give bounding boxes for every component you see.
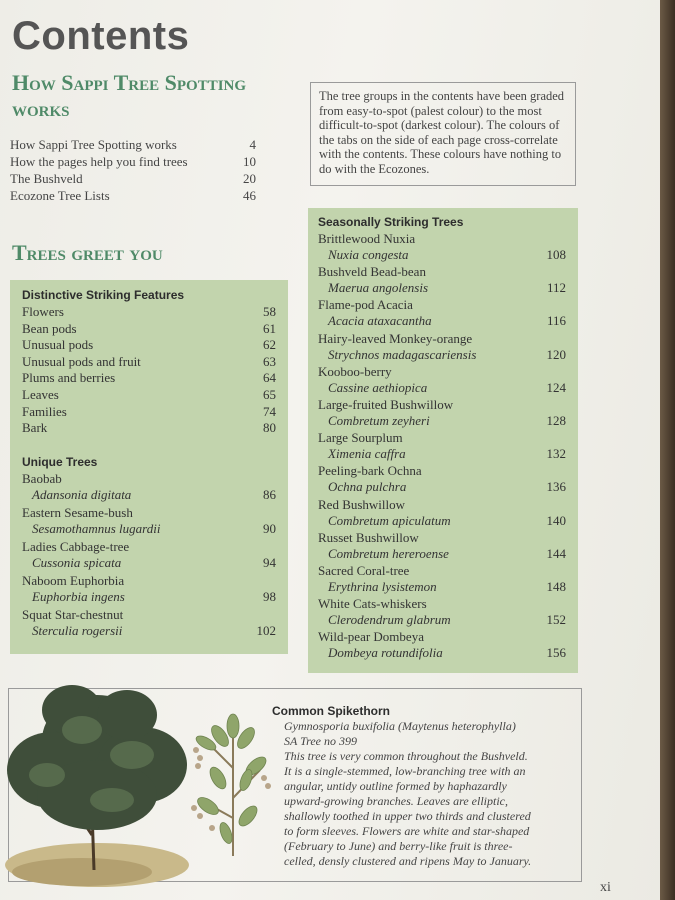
spikethorn-tree-illustration <box>2 660 192 890</box>
tree-common-name: Eastern Sesame-bush <box>22 504 133 520</box>
toc-tree-entry[interactable] <box>318 231 566 263</box>
grading-info-box: The tree groups in the contents have been graded from easy-to-spot (palest colour) to the most difficult-to-spot (darkest colour). The colours of the tabs on the side of each page cross-correlate with the contents. These colours have nothing to do with the Ecozones. <box>310 82 576 186</box>
toc-page: 74 <box>263 403 276 419</box>
toc-row[interactable] <box>10 170 256 187</box>
toc-page: 108 <box>546 247 566 262</box>
featured-tree-title: Common Spikethorn <box>272 704 391 718</box>
toc-row[interactable] <box>22 420 276 437</box>
book-spine-shadow <box>660 0 675 900</box>
toc-tree-entry[interactable] <box>318 297 566 329</box>
toc-tree-entry[interactable] <box>22 539 276 571</box>
toc-label: Bean pods <box>22 320 77 336</box>
tree-scientific-name: Combretum hereroense <box>328 545 449 561</box>
toc-page: 156 <box>546 645 566 661</box>
toc-row[interactable] <box>10 153 256 170</box>
toc-page: 20 <box>243 171 256 186</box>
toc-box-seasonal <box>308 208 578 673</box>
toc-page: 86 <box>263 486 276 502</box>
toc-tree-entry[interactable] <box>318 364 566 396</box>
toc-row[interactable] <box>22 321 276 338</box>
toc-tree-entry[interactable] <box>318 497 566 529</box>
toc-tree-entry[interactable] <box>318 264 566 296</box>
toc-row[interactable] <box>22 404 276 421</box>
toc-label: Leaves <box>22 386 59 402</box>
tree-common-name: Sacred Coral-tree <box>318 562 410 578</box>
toc-page: 63 <box>263 353 276 369</box>
toc-page: 102 <box>256 622 276 638</box>
feature-line: (February to June) and berry-like fruit is three- <box>284 839 513 853</box>
tree-scientific-name: Cassine aethiopica <box>328 379 428 395</box>
tree-common-name: Baobab <box>22 470 62 486</box>
tree-scientific-name: Acacia ataxacantha <box>328 313 432 329</box>
toc-row[interactable] <box>22 387 276 404</box>
toc-page: 65 <box>263 386 276 402</box>
section-title-how-it-works: How Sappi Tree Spotting works <box>12 70 247 121</box>
tree-scientific-name: Dombeya rotundifolia <box>328 645 443 661</box>
page-heading: Contents <box>12 14 190 58</box>
toc-label: How Sappi Tree Spotting works <box>10 137 177 152</box>
toc-page: 98 <box>263 588 276 604</box>
tree-scientific-name: Erythrina lysistemon <box>328 578 437 594</box>
toc-page: 112 <box>546 280 566 296</box>
tree-common-name: Squat Star-chestnut <box>22 606 124 622</box>
feature-line: It is a single-stemmed, low-branching tree with an <box>284 764 526 778</box>
toc-tree-entry[interactable] <box>318 430 566 462</box>
tree-common-name: Flame-pod Acacia <box>318 297 413 313</box>
tree-common-name: Wild-pear Dombeya <box>318 629 424 645</box>
toc-page: 46 <box>243 188 256 203</box>
group-title-distinctive: Distinctive Striking Features <box>22 288 185 302</box>
tree-scientific-name: Ochna pulchra <box>328 479 407 495</box>
toc-label: How the pages help you find trees <box>10 154 188 169</box>
group-title-seasonal: Seasonally Striking Trees <box>318 215 464 229</box>
tree-scientific-name: Euphorbia ingens <box>32 588 125 604</box>
toc-page: 128 <box>546 412 566 428</box>
spikethorn-sprig-illustration <box>188 708 278 858</box>
toc-page: 140 <box>546 512 566 528</box>
toc-how-it-works <box>10 136 256 204</box>
tree-common-name: Ladies Cabbage-tree <box>22 538 130 554</box>
toc-page: 10 <box>243 154 256 169</box>
toc-tree-entry[interactable] <box>318 331 566 363</box>
toc-page: 90 <box>263 520 276 536</box>
toc-label: Plums and berries <box>22 370 116 386</box>
tree-common-name: Large-fruited Bushwillow <box>318 396 454 412</box>
toc-page: 80 <box>263 420 276 436</box>
toc-page: 58 <box>263 304 276 319</box>
toc-row[interactable] <box>10 187 256 204</box>
tree-scientific-name: Maerua angolensis <box>328 280 429 296</box>
toc-label: Bark <box>22 420 48 436</box>
toc-tree-entry[interactable] <box>22 607 276 639</box>
tree-common-name: Brittlewood Nuxia <box>318 231 416 246</box>
toc-tree-entry[interactable] <box>318 563 566 595</box>
feature-line: celled, densly clustered and ripens May to January. <box>284 854 532 868</box>
toc-row[interactable] <box>22 354 276 371</box>
toc-tree-entry[interactable] <box>318 530 566 562</box>
toc-row[interactable] <box>10 136 256 153</box>
toc-row[interactable] <box>22 370 276 387</box>
tree-scientific-name: Combretum apiculatum <box>328 512 451 528</box>
section-title-trees-greet-you: Trees greet you <box>12 240 163 265</box>
page-number: xi <box>600 880 611 895</box>
toc-label: Unusual pods and fruit <box>22 353 141 369</box>
toc-page: 116 <box>546 313 566 329</box>
feature-line: SA Tree no 399 <box>284 734 358 748</box>
tree-common-name: Russet Bushwillow <box>318 529 419 545</box>
toc-label: Flowers <box>22 304 64 319</box>
group-title-unique: Unique Trees <box>22 454 98 469</box>
toc-tree-entry[interactable] <box>318 629 566 661</box>
tree-scientific-name: Cussonia spicata <box>32 554 122 570</box>
toc-page: 64 <box>263 370 276 386</box>
toc-box-distinctive-unique <box>10 280 288 654</box>
toc-page: 62 <box>263 337 276 353</box>
toc-tree-entry[interactable] <box>318 596 566 628</box>
feature-line: upward-growing branches. Leaves are elliptic, <box>284 794 508 808</box>
tree-common-name: Large Sourplum <box>318 430 403 446</box>
toc-row[interactable] <box>22 304 276 321</box>
toc-row[interactable] <box>22 337 276 354</box>
toc-page: 132 <box>546 446 566 462</box>
tree-common-name: Peeling-bark Ochna <box>318 463 422 479</box>
toc-page: 152 <box>546 612 566 628</box>
toc-tree-entry[interactable] <box>22 471 276 503</box>
toc-page: 124 <box>546 379 566 395</box>
tree-scientific-name: Combretum zeyheri <box>328 412 430 428</box>
toc-page: 94 <box>263 554 276 570</box>
tree-scientific-name: Sesamothamnus lugardii <box>32 520 161 536</box>
tree-scientific-name: Adansonia digitata <box>32 486 132 502</box>
feature-line: to form sleeves. Flowers are white and star-shaped <box>284 824 530 838</box>
toc-page: 148 <box>546 578 566 594</box>
toc-page: 61 <box>263 320 276 336</box>
toc-page: 144 <box>546 545 566 561</box>
tree-common-name: Red Bushwillow <box>318 496 406 512</box>
toc-label: Ecozone Tree Lists <box>10 188 110 203</box>
feature-line: Gymnosporia buxifolia (Maytenus heterophylla) <box>284 719 516 733</box>
toc-label: The Bushveld <box>10 171 83 186</box>
tree-scientific-name: Sterculia rogersii <box>32 622 123 638</box>
tree-common-name: Naboom Euphorbia <box>22 572 125 588</box>
toc-tree-entry[interactable] <box>318 397 566 429</box>
tree-common-name: Kooboo-berry <box>318 363 392 379</box>
toc-tree-entry[interactable] <box>22 573 276 605</box>
toc-page: 136 <box>546 479 566 495</box>
toc-label: Families <box>22 403 67 419</box>
tree-scientific-name: Strychnos madagascariensis <box>328 346 477 362</box>
tree-common-name: Hairy-leaved Monkey-orange <box>318 330 473 346</box>
feature-line: shallowly toothed in upper two thirds and clustered <box>284 809 531 823</box>
toc-page: 4 <box>249 137 256 152</box>
featured-tree-description <box>272 704 572 869</box>
toc-tree-entry[interactable] <box>22 505 276 537</box>
feature-line: angular, untidy outline formed by haphazardly <box>284 779 507 793</box>
tree-scientific-name: Clerodendrum glabrum <box>328 612 451 628</box>
toc-page: 120 <box>546 346 566 362</box>
tree-scientific-name: Ximenia caffra <box>328 446 406 462</box>
toc-label: Unusual pods <box>22 337 94 353</box>
feature-line: This tree is very common throughout the Bushveld. <box>284 749 528 763</box>
toc-tree-entry[interactable] <box>318 463 566 495</box>
tree-common-name: Bushveld Bead-bean <box>318 264 426 280</box>
tree-scientific-name: Nuxia congesta <box>328 247 409 262</box>
tree-common-name: White Cats-whiskers <box>318 596 427 612</box>
